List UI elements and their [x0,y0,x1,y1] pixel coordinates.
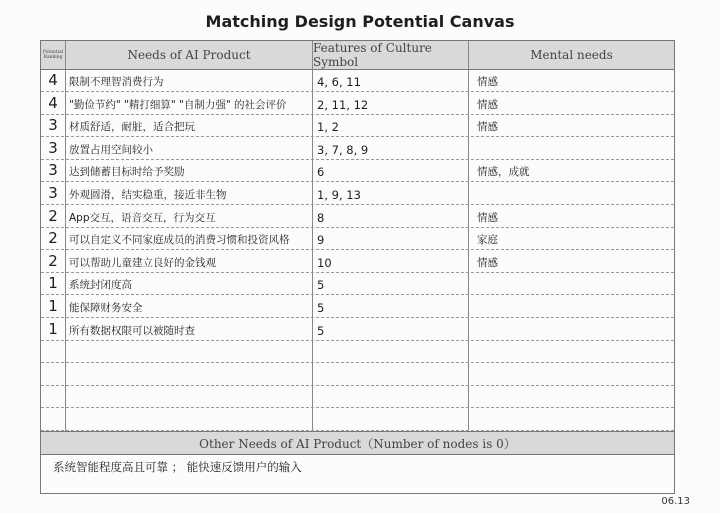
features-cell: 4, 6, 11 [317,75,361,89]
features-cell: 6 [317,165,325,180]
rank-cell: 3 [48,116,58,135]
need-cell: App交互，语音交互，行为交互 [69,211,216,224]
table-row [41,182,674,205]
need-cell: "勤俭节约" "精打细算" "自制力强" 的社会评价 [69,98,287,111]
table-row [41,363,674,386]
need-cell: 限制不理智消费行为 [69,76,164,88]
need-cell: 放置占用空间较小 [69,143,153,156]
rank-cell: 2 [48,206,58,225]
other-needs-header: Other Needs of AI Product（Number of nodes is 0） [41,431,674,455]
rank-cell: 3 [48,184,58,202]
need-cell: 所有数据权限可以被随时查 [69,324,195,337]
table-row [41,295,674,318]
table-header [41,41,674,70]
table-row [41,69,674,92]
features-cell: 9 [317,233,325,248]
need-cell: 可以自定义不同家庭成员的消费习惯和投资风格 [69,234,290,247]
table-row [41,137,674,160]
rank-cell: 2 [48,229,58,248]
features-cell: 5 [317,323,325,338]
rank-cell: 2 [48,251,58,270]
mental-needs-cell: 情感 [477,76,498,88]
header-features: Features of Culture Symbol [313,41,469,69]
page-title: Matching Design Potential Canvas [205,12,515,31]
features-cell: 2, 11, 12 [317,97,369,112]
need-cell: 达到储蓄目标时给予奖励 [69,166,185,179]
rank-cell: 1 [48,319,58,338]
rank-cell: 4 [48,93,58,112]
table-row [41,92,674,115]
rank-cell: 1 [48,297,58,315]
table-row [41,318,674,341]
mental-needs-cell: 情感，成就 [477,166,530,179]
mental-needs-cell: 情感 [477,211,498,224]
table-row [41,340,674,363]
features-cell: 8 [317,210,325,225]
table-row [41,272,674,295]
header-rank: Potential Ranking [41,41,66,69]
rank-cell: 3 [48,138,58,157]
table-row [41,114,674,137]
header-needs: Needs of AI Product [66,41,313,69]
features-cell: 10 [317,255,332,270]
mental-needs-cell: 情感 [477,256,498,269]
need-cell: 材质舒适，耐脏，适合把玩 [69,121,195,134]
canvas-table [40,40,675,494]
header-mental-needs: Mental needs [530,48,613,62]
date-note: 06.13 [661,496,690,507]
table-row [41,159,674,182]
table-row [41,205,674,228]
rank-cell: 1 [48,274,58,293]
need-cell: 外观圆滑，结实稳重，接近非生物 [69,189,227,201]
need-cell: 能保障财务安全 [69,302,143,314]
table-row [41,408,674,431]
other-needs-text: 系统智能程度高且可靠 ； 能快速反馈用户的输入 [53,460,302,474]
rank-cell: 3 [48,161,58,180]
mental-needs-cell: 情感 [477,121,498,134]
features-cell: 3, 7, 8, 9 [317,142,369,157]
rank-cell: 4 [48,71,58,89]
features-cell: 1, 2 [317,120,339,135]
table-row [41,227,674,250]
mental-needs-cell: 家庭 [477,234,498,247]
features-cell: 5 [317,301,325,315]
table-row [41,385,674,408]
mental-needs-cell: 情感 [477,98,498,111]
features-cell: 5 [317,278,325,293]
need-cell: 可以帮助儿童建立良好的金钱观 [69,256,216,269]
table-row [41,250,674,273]
need-cell: 系统封闭度高 [69,279,132,292]
features-cell: 1, 9, 13 [317,188,361,202]
